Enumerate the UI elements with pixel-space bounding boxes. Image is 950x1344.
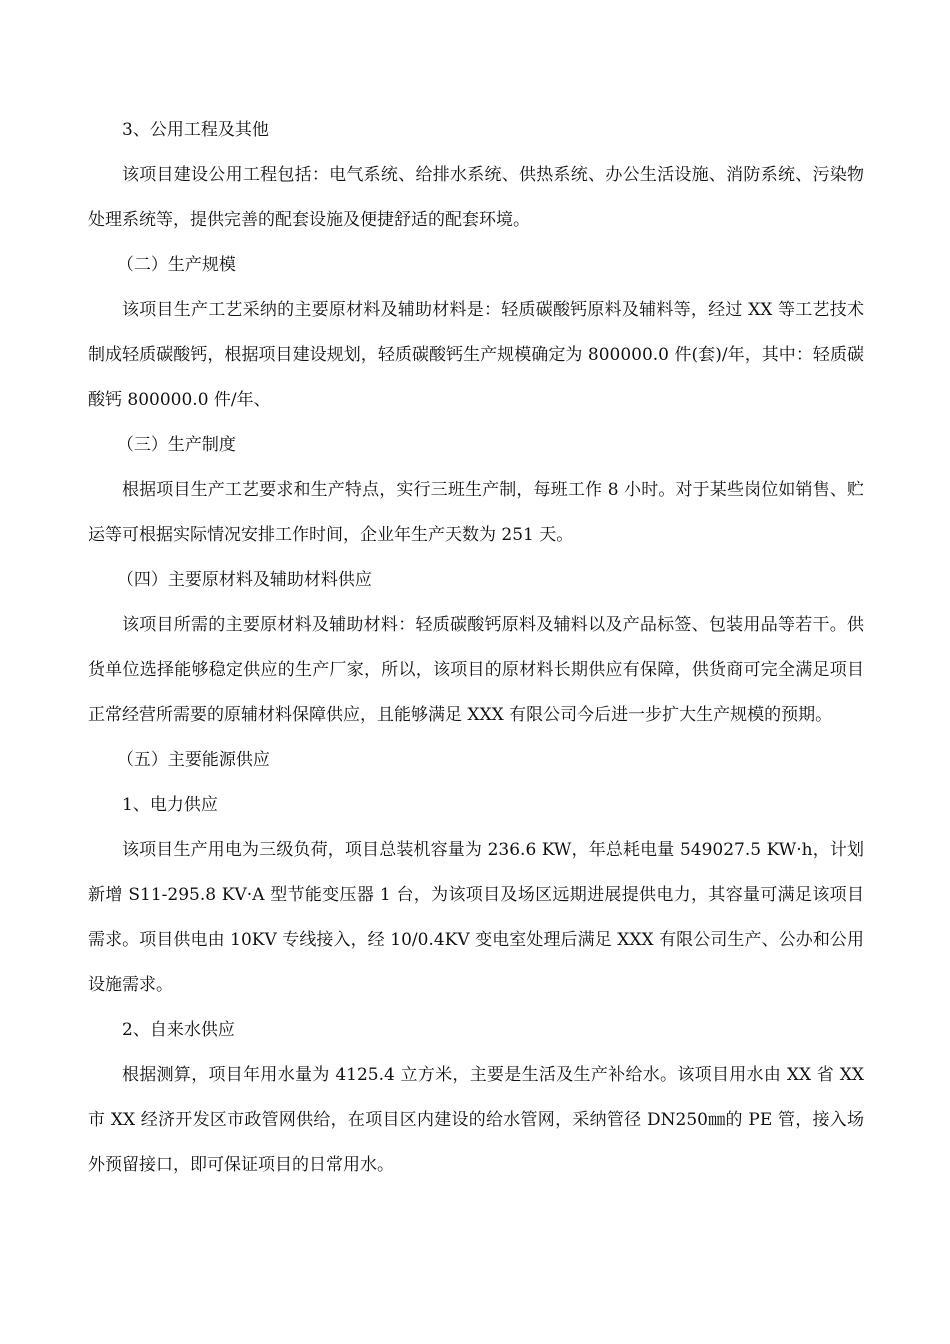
section-heading-public-works: 3、公用工程及其他	[122, 120, 269, 140]
paragraph-power-supply: 该项目生产用电为三级负荷，项目总装机容量为 236.6 KW，年总耗电量 549027.5 KW·h，计划新增 S11-295.8 KV·A 型节能变压器 1 台，为该项目及场区远期进展提供电力，其容量可满足该项目需求。项目供电由 10KV 专线接入，经 10/0.4KV 变电室处理后满足 XXX 有限公司生产、公办和公用设施需求。	[88, 840, 864, 995]
subheading-water-supply: 2、自来水供应	[122, 1020, 235, 1040]
section-heading-production-scale: （二）生产规模	[116, 255, 236, 275]
section-heading-raw-materials: （四）主要原材料及辅助材料供应	[116, 570, 372, 590]
document-page	[88, 108, 870, 1188]
subheading-power-supply: 1、电力供应	[122, 795, 218, 815]
paragraph-raw-materials: 该项目所需的主要原材料及辅助材料：轻质碳酸钙原料及辅料以及产品标签、包装用品等若干。供货单位选择能够稳定供应的生产厂家，所以，该项目的原材料长期供应有保障，供货商可完全满足项目正常经营所需要的原辅材料保障供应，且能够满足 XXX 有限公司今后进一步扩大生产规模的预期。	[88, 615, 864, 725]
section-heading-production-system: （三）生产制度	[116, 435, 236, 455]
section-heading-energy-supply: （五）主要能源供应	[116, 750, 270, 770]
paragraph-production-scale: 该项目生产工艺采纳的主要原材料及辅助材料是：轻质碳酸钙原料及辅料等，经过 XX 等工艺技术制成轻质碳酸钙，根据项目建设规划，轻质碳酸钙生产规模确定为 800000.0 件(套)/年，其中：轻质碳酸钙 800000.0 件/年、	[88, 300, 864, 410]
paragraph-production-system: 根据项目生产工艺要求和生产特点，实行三班生产制，每班工作 8 小时。对于某些岗位如销售、贮运等可根据实际情况安排工作时间，企业年生产天数为 251 天。	[88, 480, 864, 545]
paragraph-public-works: 该项目建设公用工程包括：电气系统、给排水系统、供热系统、办公生活设施、消防系统、污染物处理系统等，提供完善的配套设施及便捷舒适的配套环境。	[88, 165, 864, 230]
paragraph-water-supply: 根据测算，项目年用水量为 4125.4 立方米，主要是生活及生产补给水。该项目用水由 XX 省 XX 市 XX 经济开发区市政管网供给，在项目区内建设的给水管网，采纳管径 DN250㎜的 PE 管，接入场外预留接口，即可保证项目的日常用水。	[88, 1065, 870, 1175]
